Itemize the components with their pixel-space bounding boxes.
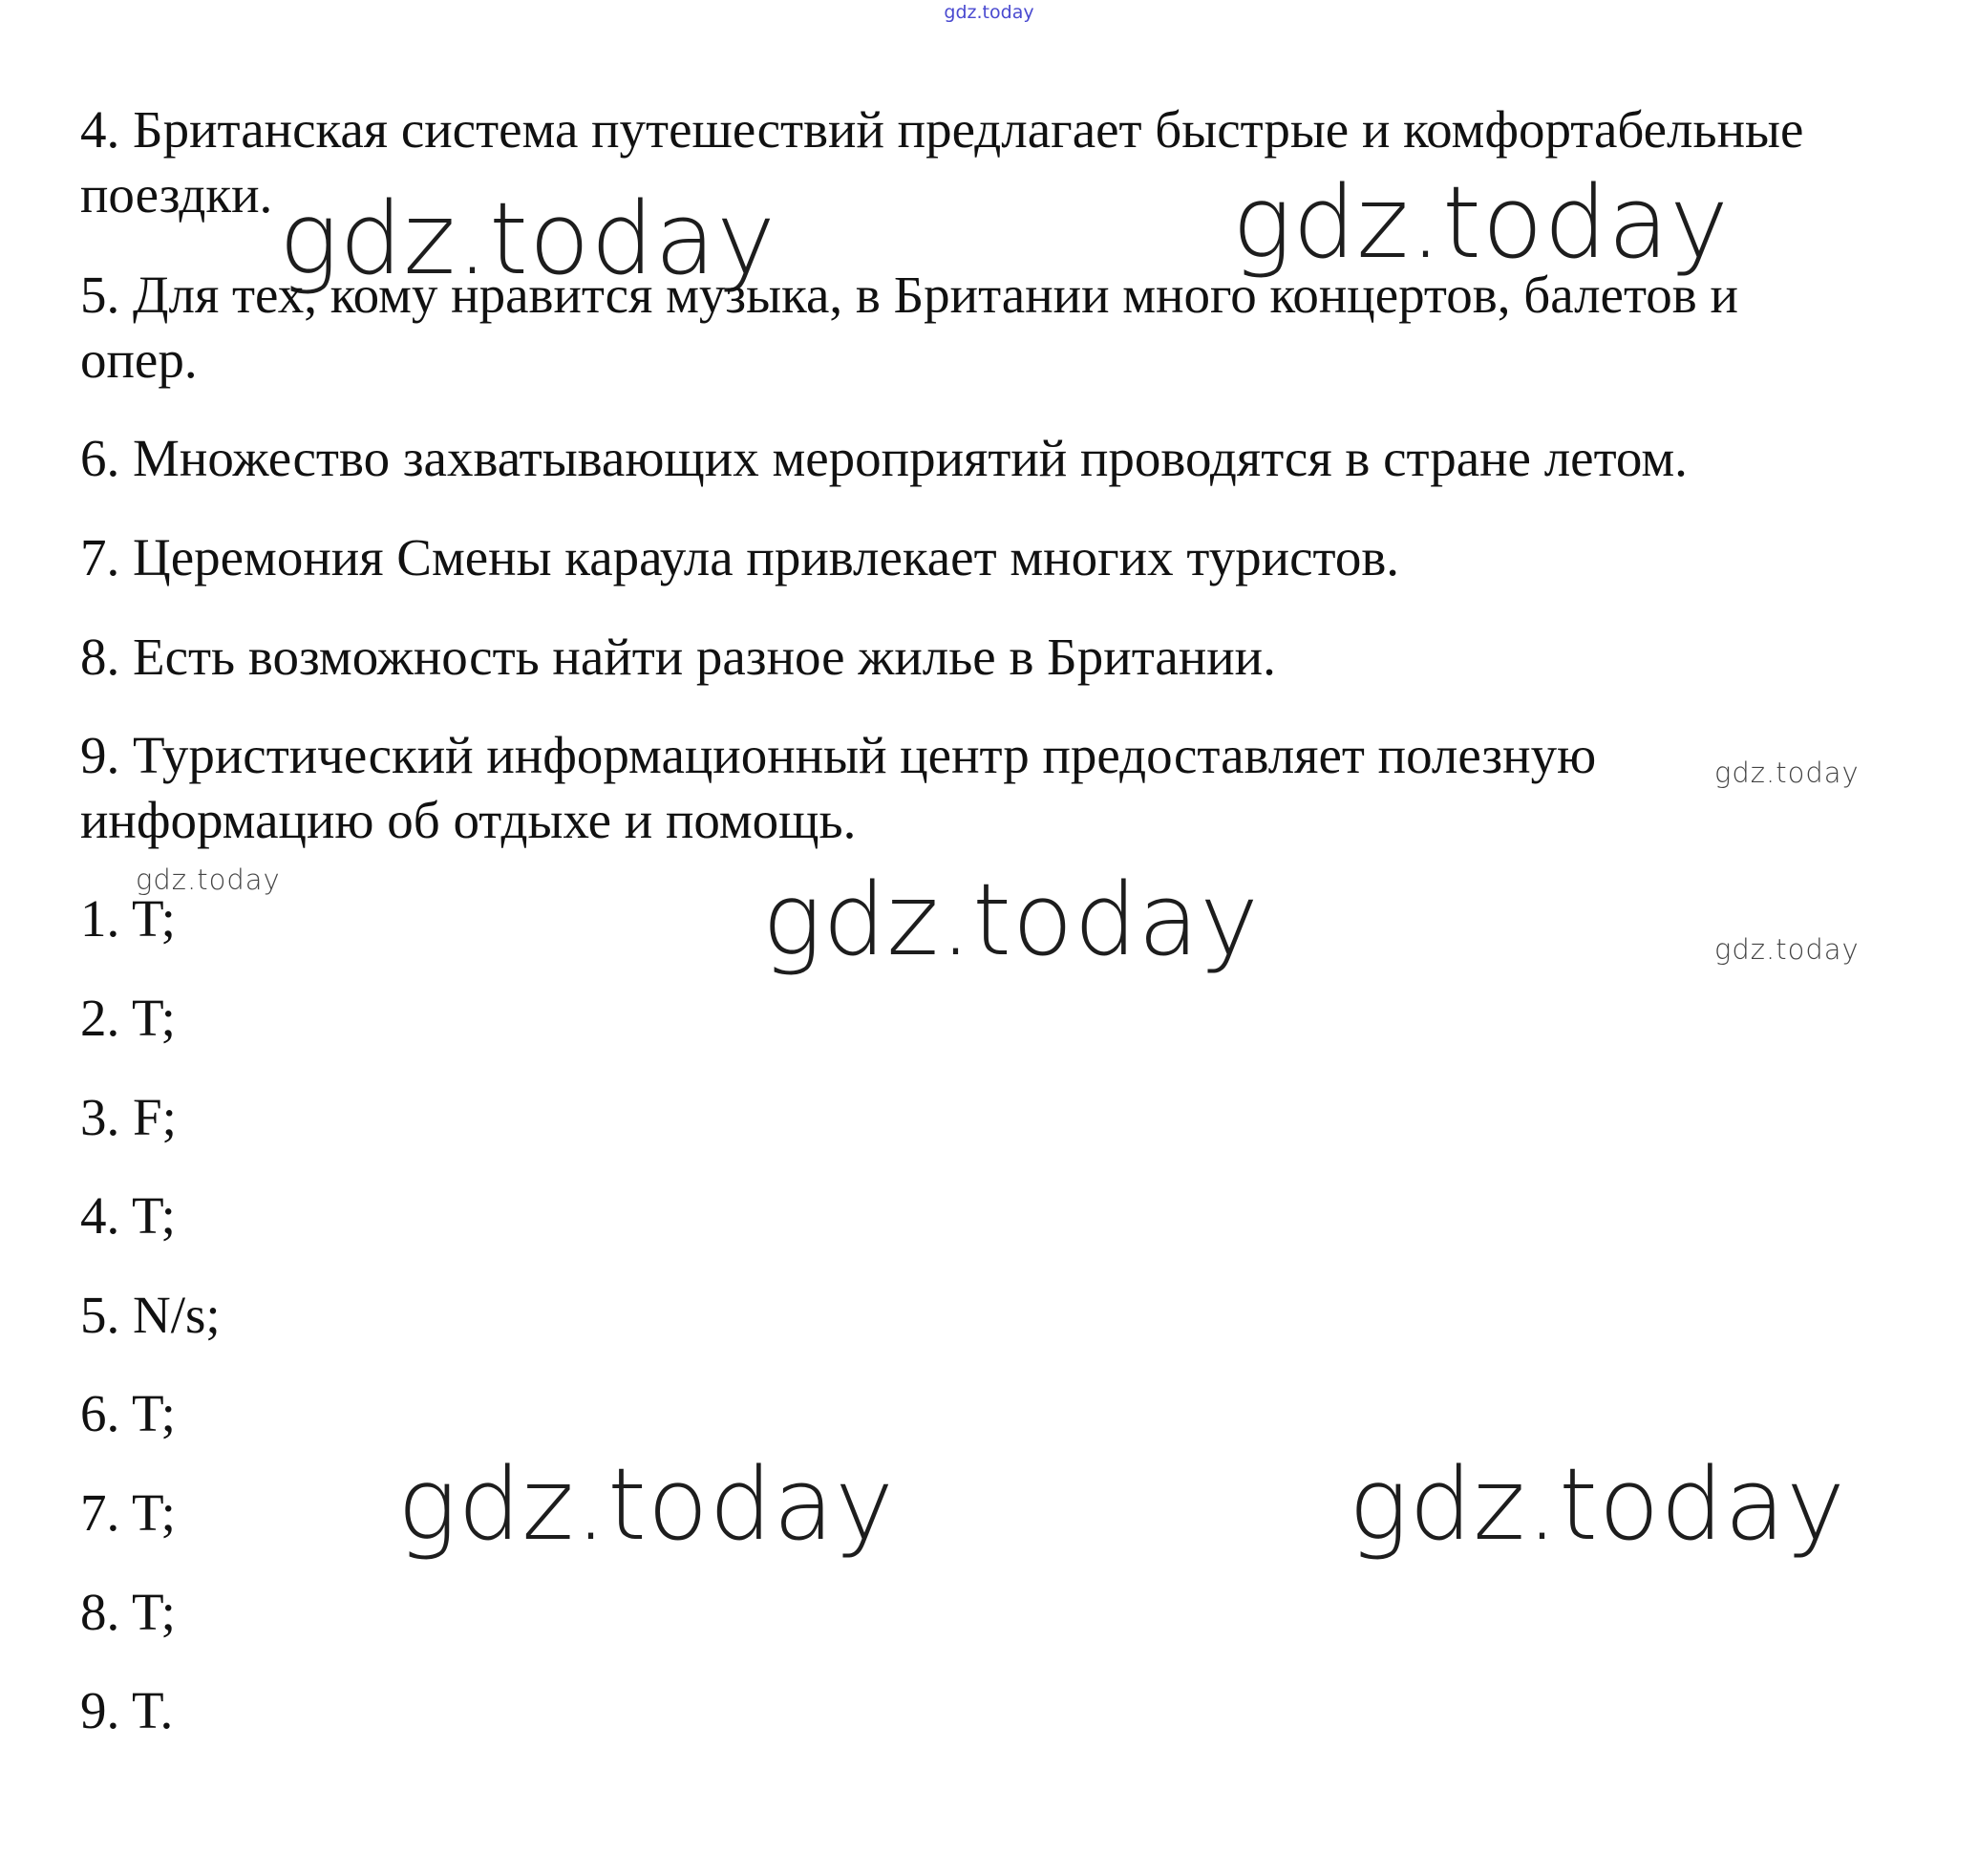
translation-9-line-2: информацию об отдыхе и помощь.: [80, 791, 857, 849]
answer-9: 9. T.: [80, 1681, 174, 1739]
answer-1: 1. T;: [80, 889, 176, 948]
watermark-small: gdz.today: [1714, 933, 1860, 966]
watermark-large: gdz.today: [397, 1446, 895, 1563]
watermark-small: gdz.today: [1714, 757, 1860, 789]
translation-9-line-1: 9. Туристический информационный центр предоставляет полезную: [80, 726, 1597, 784]
answer-4: 4. T;: [80, 1186, 176, 1245]
translation-4-line-1: 4. Британская система путешествий предлагает быстрые и комфортабельные: [80, 100, 1804, 159]
translation-6: 6. Множество захватывающих мероприятий проводятся в стране летом.: [80, 429, 1688, 487]
translation-8: 8. Есть возможность найти разное жилье в Британии.: [80, 628, 1276, 686]
answer-3: 3. F;: [80, 1088, 177, 1146]
top-watermark: gdz.today: [944, 2, 1034, 23]
translation-5-line-1: 5. Для тех, кому нравится музыка, в Британии много концертов, балетов и: [80, 266, 1738, 324]
answer-7: 7. T;: [80, 1483, 176, 1542]
answer-2: 2. T;: [80, 989, 176, 1047]
translation-5-line-2: опер.: [80, 330, 198, 389]
answer-8: 8. T;: [80, 1583, 176, 1641]
watermark-small: gdz.today: [136, 863, 281, 896]
watermark-large: gdz.today: [279, 181, 776, 297]
answer-6: 6. T;: [80, 1384, 176, 1442]
watermark-large: gdz.today: [762, 862, 1260, 978]
translation-7: 7. Церемония Смены караула привлекает многих туристов.: [80, 528, 1400, 586]
answer-5: 5. N/s;: [80, 1286, 221, 1344]
watermark-large: gdz.today: [1349, 1446, 1846, 1563]
translation-4-line-2: поездки.: [80, 165, 273, 224]
watermark-large: gdz.today: [1232, 164, 1730, 281]
